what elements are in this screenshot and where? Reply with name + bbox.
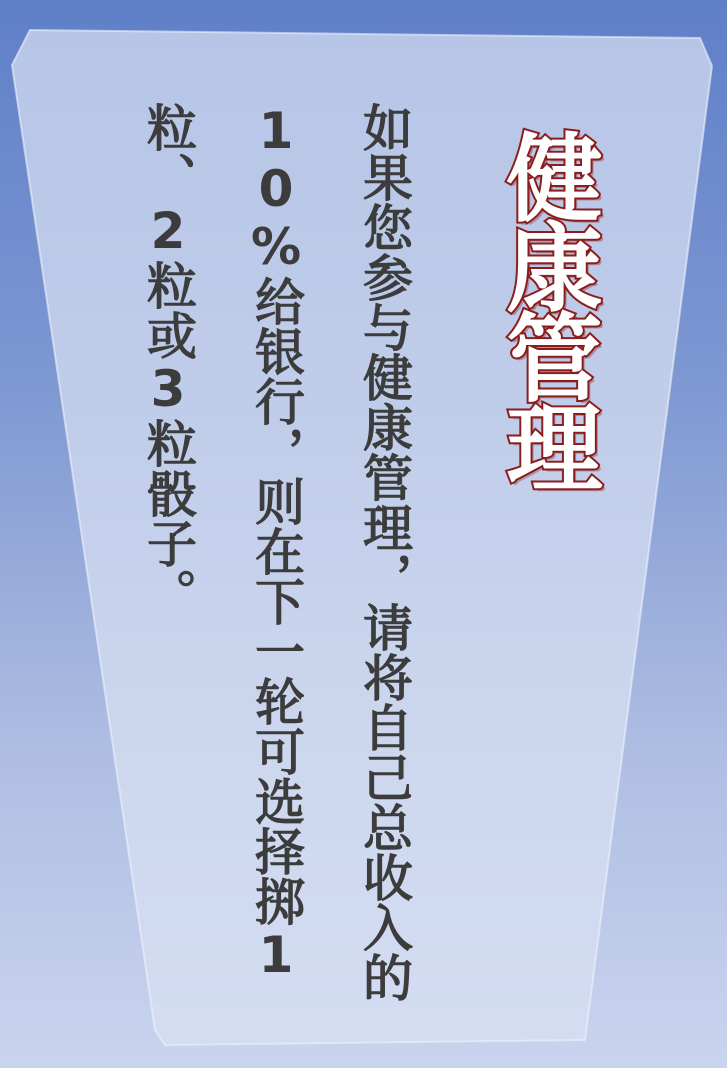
card-title: 健康管理 [491,128,603,488]
card-body-text: 如果您参与健康管理，请将自己总收入的10%给银行，则在下一轮可选择掷1粒、2粒或3粒骰子。 [139,102,413,1002]
